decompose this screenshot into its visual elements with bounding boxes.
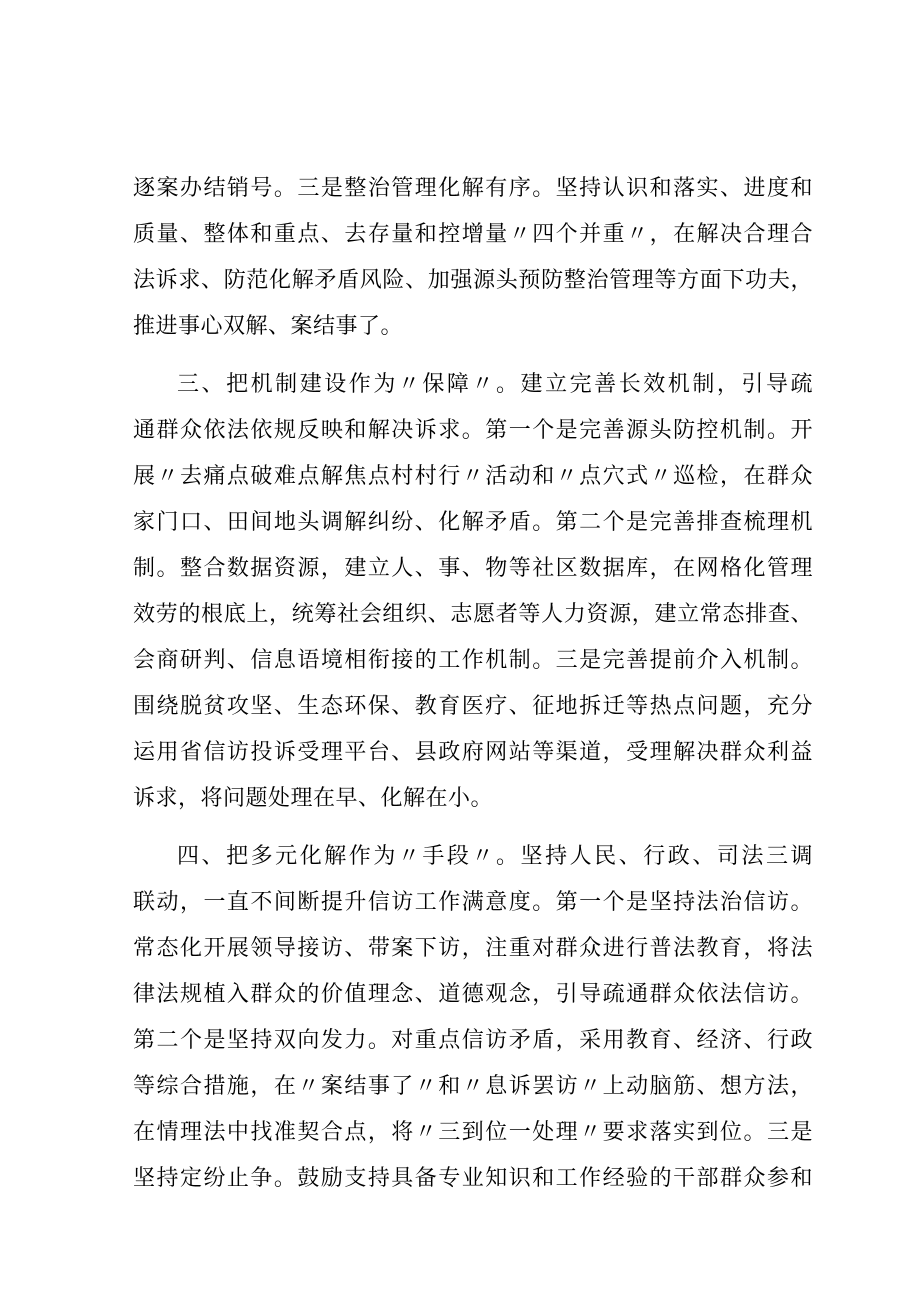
paragraph-line: 等综合措施，在〃案结事了〃和〃息诉罢访〃上动脑筋、想方法， — [133, 1074, 813, 1099]
paragraph-line: 坚持定纷止争。鼓励支持具备专业知识和工作经验的干部群众参和 — [133, 1166, 813, 1191]
paragraph-line: 推进事心双解、案结事了。 — [133, 314, 404, 339]
paragraph-line: 效劳的根底上，统筹社会组织、志愿者等人力资源，建立常态排查、 — [133, 602, 813, 627]
paragraph-line: 围绕脱贫攻坚、生态环保、教育医疗、征地拆迁等热点问题，充分 — [133, 694, 813, 719]
paragraph-line: 律法规植入群众的价值理念、道德观念，引导疏通群众依法信访。 — [133, 982, 813, 1007]
paragraph-line: 运用省信访投诉受理平台、县政府网站等渠道，受理解决群众利益 — [133, 740, 813, 765]
paragraph-1 — [133, 166, 813, 350]
paragraph-line: 联动，一直不间断提升信访工作满意度。第一个是坚持法治信访。 — [133, 890, 813, 915]
paragraph-heading-line: 四、把多元化解作为〃手段〃。坚持人民、行政、司法三调 — [177, 844, 813, 869]
paragraph-line: 在情理法中找准契合点，将〃三到位一处理〃要求落实到位。三是 — [133, 1120, 813, 1145]
paragraph-2 — [133, 362, 813, 822]
paragraph-line: 展〃去痛点破难点解焦点村村行〃活动和〃点穴式〃巡检，在群众 — [133, 464, 813, 489]
paragraph-line: 通群众依法依规反映和解决诉求。第一个是完善源头防控机制。开 — [133, 418, 813, 443]
paragraph-line: 质量、整体和重点、去存量和控增量〃四个并重〃，在解决合理合 — [133, 222, 813, 247]
paragraph-line: 制。整合数据资源，建立人、事、物等社区数据库，在网格化管理 — [133, 556, 813, 581]
paragraph-line: 会商研判、信息语境相衔接的工作机制。三是完善提前介入机制。 — [133, 648, 813, 673]
paragraph-line: 第二个是坚持双向发力。对重点信访矛盾，采用教育、经济、行政 — [133, 1028, 813, 1053]
paragraph-line: 法诉求、防范化解矛盾风险、加强源头预防整治管理等方面下功夫， — [133, 268, 813, 293]
paragraph-line: 诉求，将问题处理在早、化解在小。 — [133, 786, 494, 811]
paragraph-line: 逐案办结销号。三是整治管理化解有序。坚持认识和落实、进度和 — [133, 176, 813, 201]
paragraph-line: 家门口、田间地头调解纠纷、化解矛盾。第二个是完善排查梳理机 — [133, 510, 813, 535]
paragraph-heading-line: 三、把机制建设作为〃保障〃。建立完善长效机制，引导疏 — [177, 372, 813, 397]
document-body — [133, 166, 813, 1214]
paragraph-line: 常态化开展领导接访、带案下访，注重对群众进行普法教育，将法 — [133, 936, 813, 961]
paragraph-3 — [133, 834, 813, 1202]
